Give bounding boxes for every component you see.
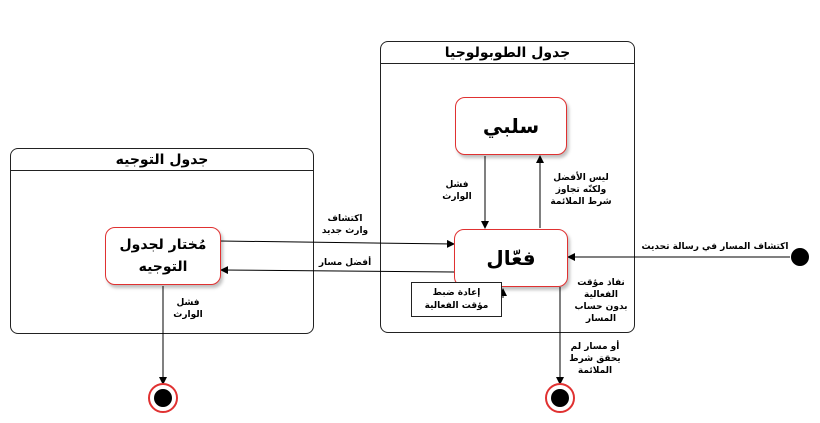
self-transition-label: إعادة ضبط مؤقت الفعالية <box>424 287 489 311</box>
label-passive-to-active: فشل الوارث <box>442 180 472 202</box>
routing-table-title: جدول التوجيه <box>11 149 313 171</box>
label-active-to-final-a: نفاذ مؤقت الفعالية بدون حساب المسار <box>574 278 628 324</box>
state-chosen <box>105 227 221 285</box>
label-active-to-chosen: أفضل مسار <box>318 258 372 268</box>
label-chosen-to-active: اكتشاف وارث جديد <box>321 214 369 236</box>
edge-chosen-to-active <box>220 241 454 244</box>
topology-table-title: جدول الطوبولوجيا <box>381 42 634 64</box>
label-chosen-to-final: فشل الوارث <box>173 298 203 320</box>
final-node-topology <box>546 384 574 412</box>
state-passive <box>455 97 567 155</box>
edge-active-to-chosen <box>221 270 454 272</box>
state-passive-label: سلبي <box>482 114 540 138</box>
label-initial-to-active: اكتشاف المسار في رسالة تحديث <box>641 242 789 252</box>
state-active <box>454 229 568 287</box>
final-node-routing <box>149 384 177 412</box>
label-active-to-final-b: أو مسار لم يحقق شرط الملائمة <box>569 342 621 376</box>
state-chosen-label: مُختار لجدول التوجيه <box>119 237 207 275</box>
label-active-to-passive: ليس الأفضل ولكنّه تجاوز شرط الملائمة <box>550 173 612 207</box>
initial-node <box>791 248 809 266</box>
self-transition-box <box>411 282 502 317</box>
state-active-label: فعّال <box>486 246 536 270</box>
